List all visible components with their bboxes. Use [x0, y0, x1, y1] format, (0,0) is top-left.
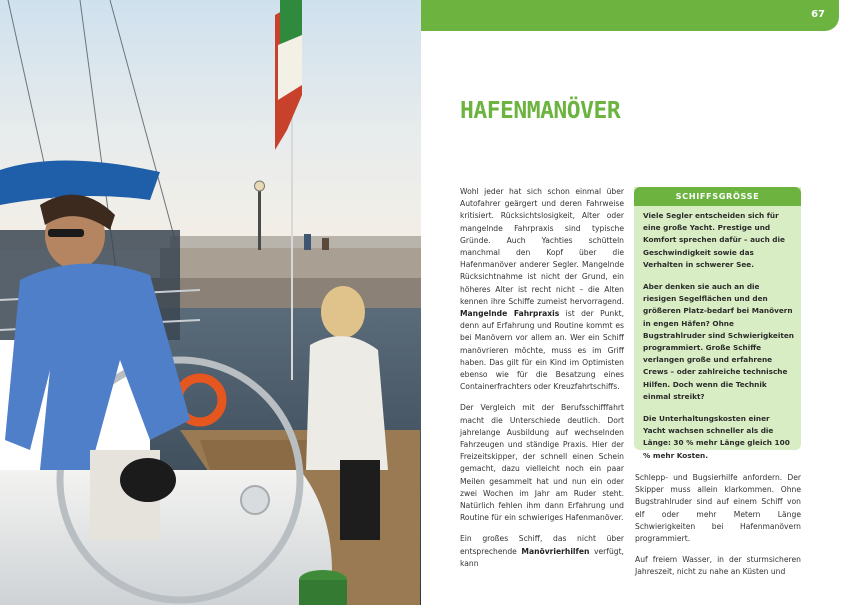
pier-wall: [160, 248, 421, 278]
page-number: 67: [811, 9, 825, 20]
text-column-2: [635, 472, 801, 588]
person-on-pier-2: [322, 238, 329, 250]
person-on-pier: [304, 234, 311, 250]
paragraph-text: ist der Punkt, denn auf Erfahrung und Routine kommt es bei Manövern vor allem an. Wer ein Schiff manövrieren möchte, muss es im Griff haben. Das gilt für ein Kind im Optimisten ebenso wie für die Besatzung eines Containerfrachters oder Kreuzfahrtschiffs.: [460, 309, 624, 392]
paragraph: [460, 533, 624, 570]
book-page: [421, 0, 841, 605]
info-box: [634, 187, 801, 460]
paragraph: [460, 186, 624, 393]
winch: [241, 486, 269, 514]
info-box-paragraph: Die Unterhaltungskosten einer Yacht wachsen schneller als die Länge: 30 % mehr Länge gleich 100 % mehr Kosten.: [643, 414, 790, 460]
lamp-post: [258, 188, 261, 250]
paragraph: Schlepp- und Bugsierhilfe anfordern. Der Skipper muss allein klarkommen. Ohne Bugstrahlruder sind auf einem Schiff von elf oder mehr Metern Länge Schwierigkeiten bei Hafenmanövern programmiert.: [635, 473, 801, 544]
black-bag: [120, 458, 176, 502]
info-box-paragraph: Aber denken sie auch an die riesigen Segelflächen und den größeren Platz-bedarf bei Manövern in engen Häfen? Ohne Bugstrahlruder sind Schwierigkeiten programmiert. Große Schiffe verlangen große und erfahrene Crews – oder zahlreiche technische Hilfen. Doch wenn die Technik einmal streikt?: [643, 282, 794, 401]
info-box-heading: SCHIFFSGRÖSSE: [634, 187, 801, 206]
distant-shore: [170, 236, 421, 248]
paragraph: Der Vergleich mit der Berufsschifffahrt macht die Unterschiede deutlich. Dort jahrelange Ausbildung auf wechselnden Fahrzeugen und ständige Praxis. Hier der Freizeitskipper, der schnell einen Schein gemacht, dazu vielleicht noch ein paar Meilen gesammelt hat und nun ein oder zwei Wochen im Jahr am Ruder steht. Natürlich fehlen ihm dann Erfahrung und Routine für ein schwieriges Hafenmanöver.: [460, 403, 624, 523]
woman-blonde-hair: [321, 286, 365, 338]
bold-term: Mangelnde Fahrpraxis: [460, 309, 560, 319]
paragraph-text: Ein großes Schiff, das nicht über entsprechende: [460, 534, 624, 556]
pier-deck: [150, 278, 421, 308]
page-title: HAFENMANÖVER: [460, 98, 621, 124]
paragraph-text: verfügt, kann: [460, 546, 624, 568]
paragraph-text: Wohl jeder hat sich schon einmal über Autofahrer geärgert und deren Fahrweise kritisiert. Rücksichtslosigkeit, Alter oder mangelnde Fahrpraxis sind typische Gründe. Auch Yachties schütteln manchmal den Kopf über die Hafenmanöver anderer Segler. Mangelnde Rücksichtnahme ist nicht der Grund, ein höheres Alter ist recht nicht – die Alten kennen ihre Schiffe zumeist hervorragend.: [460, 187, 624, 306]
info-box-body: [634, 206, 801, 462]
info-box-paragraph: Viele Segler entscheiden sich für eine große Yacht. Prestige und Komfort sprechen dafür – auch die Geschwindigkeit sowie das Verhalten in schwerer See.: [643, 211, 785, 269]
header-bar: [421, 0, 839, 31]
lamp: [255, 181, 265, 191]
sunglasses: [48, 229, 84, 237]
text-column-1: [460, 186, 624, 579]
paragraph: Auf freiem Wasser, in der sturmsicheren Jahreszeit, nicht zu nahe an Küsten und: [635, 555, 801, 577]
woman-white-sweater: [306, 336, 388, 470]
bold-term: Manövrierhilfen: [521, 546, 590, 556]
